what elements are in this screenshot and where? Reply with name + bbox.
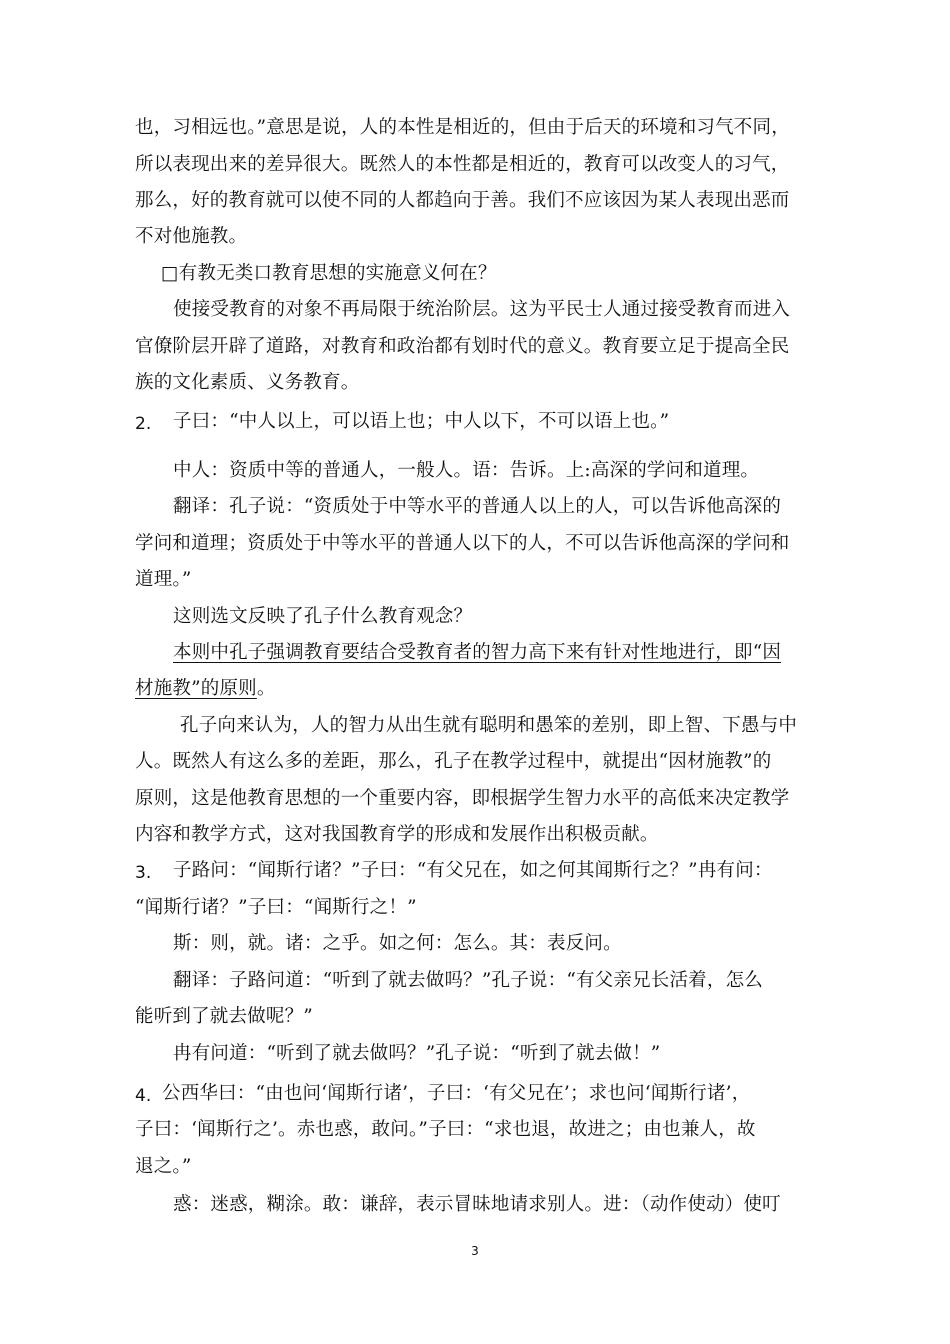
quote-line: 子曰：‘闻斯行之’。赤也惑，敢问。”子曰：“求也退，故进之；由也兼人，故 [135, 1119, 756, 1140]
text-line: 官僚阶层开辟了道路，对教育和政治都有划时代的意义。教育要立足于提高全民 [135, 336, 790, 357]
text-line: 族的文化素质、义务教育。 [135, 372, 360, 393]
page-number: 3 [471, 1244, 479, 1258]
text-line: 孔子向来认为，人的智力从出生就有聪明和愚笨的差别，即上智、下愚与中 [180, 715, 798, 736]
quote-line: 退之。” [135, 1156, 192, 1177]
quote-line: 公西华曰：“由也问‘闻斯行诸’，子曰：‘有父兄在’；求也问‘闻斯行诸’， [162, 1083, 751, 1104]
text-line: 不对他施教。 [135, 226, 248, 247]
translation-line: 翻译：子路问道：“听到了就去做吗？”孔子说：“有父亲兄长活着，怎么 [173, 970, 763, 991]
text-line: 内容和教学方式，这对我国教育学的形成和发展作出积极贡献。 [135, 824, 659, 845]
item-number: 4. [135, 1086, 152, 1106]
answer-underlined: 本则中孔子强调教育要结合受教育者的智力高下来有针对性地进行，即“因 [173, 642, 782, 663]
question-line: 这则选文反映了孔子什么教育观念？ [173, 606, 473, 627]
annotation-line: 惑：迷惑，糊涂。敢：谦辞，表示冒昧地请求别人。进：（动作使动）使叮 [173, 1194, 781, 1215]
question-heading: □有教无类口教育思想的实施意义何在？ [161, 263, 497, 284]
text-line: 能听到了就去做呢？” [135, 1006, 313, 1027]
text-line: 学问和道理；资质处于中等水平的普通人以下的人，不可以告诉他高深的学问和 [135, 533, 790, 554]
annotation-line: 中人：资质中等的普通人，一般人。语：告诉。上:高深的学问和道理。 [173, 460, 760, 481]
text-line: 所以表现出来的差异很大。既然人的本性都是相近的，教育可以改变人的习气， [135, 154, 790, 175]
answer-period: 。 [256, 678, 276, 699]
item-number: 2. [135, 414, 152, 434]
text-line: 人。既然人有这么多的差距，那么，孔子在教学过程中，就提出“因材施教”的 [135, 751, 772, 772]
text-line: 使接受教育的对象不再局限于统治阶层。这为平民士人通过接受教育而进入 [173, 299, 791, 320]
answer-line [135, 677, 835, 701]
text-line: 道理。” [135, 569, 192, 590]
text-line: 那么，好的教育就可以使不同的人都趋向于善。我们不应该因为某人表现出恶而 [135, 190, 790, 211]
text-line: 原则，这是他教育思想的一个重要内容，即根据学生智力水平的高低来决定教学 [135, 788, 790, 809]
translation-line: 翻译：孔子说：“资质处于中等水平的普通人以上的人，可以告诉他高深的 [173, 496, 782, 517]
quote-line: 子路问：“闻斯行诸？”子曰：“有父兄在，如之何其闻斯行之？”冉有问： [173, 860, 773, 881]
quote-line: 子曰：“中人以上，可以语上也；中人以下，不可以语上也。” [173, 411, 670, 432]
translation-line: 冉有问道：“听到了就去做吗？”孔子说：“听到了就去做！” [173, 1043, 661, 1064]
quote-line: “闻斯行诸？”子曰：“闻斯行之！” [135, 897, 417, 918]
annotation-line: 斯：则，就。诸：之乎。如之何：怎么。其：表反问。 [173, 933, 622, 954]
text-line: 也，习相远也。”意思是说，人的本性是相近的，但由于后天的环境和习气不同， [135, 117, 790, 138]
item-number: 3. [135, 863, 152, 883]
answer-underlined-end: 材施教”的原则 [135, 678, 257, 699]
